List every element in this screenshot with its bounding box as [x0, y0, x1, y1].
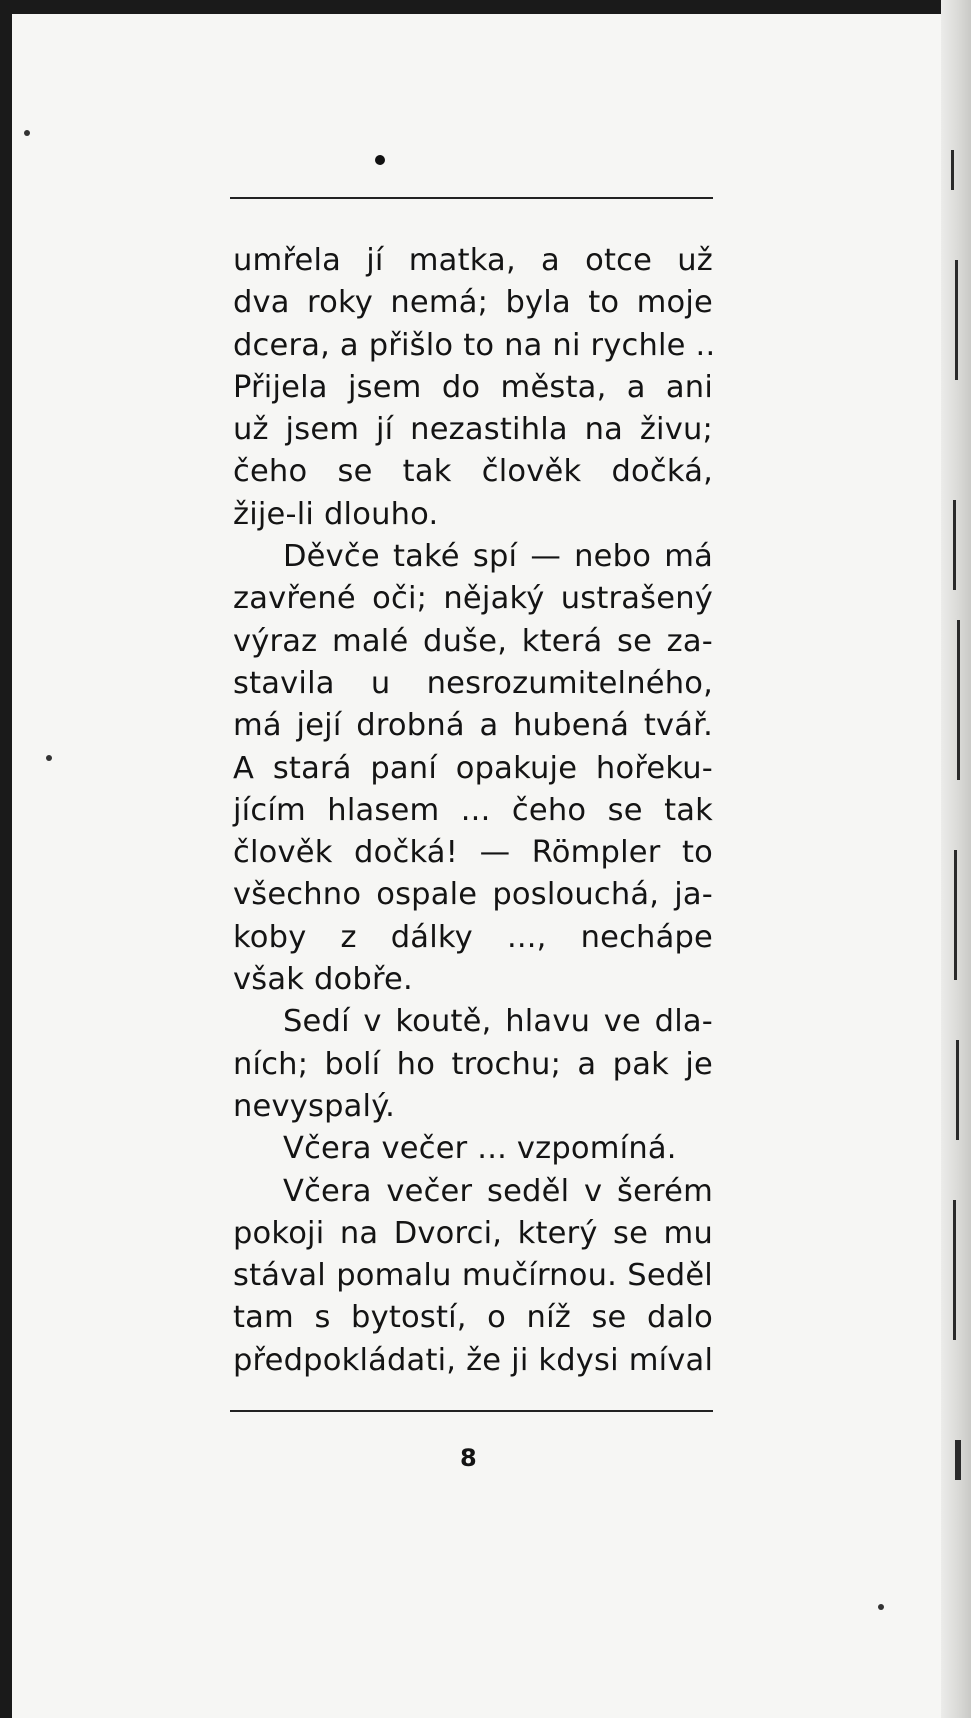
text-line: koby z dálky ..., nechápe [233, 919, 713, 955]
scan-top-border [0, 0, 971, 14]
text-line: dva roky nemá; byla to moje [233, 285, 713, 321]
edge-mark [954, 850, 957, 980]
header-rule [230, 197, 713, 199]
edge-mark [953, 500, 956, 590]
text-line: už jsem jí nezastihla na živu; [233, 412, 713, 448]
text-line: stavila u nesrozumitelného, [233, 665, 713, 701]
text-line: umřela jí matka, a otce už [233, 243, 713, 278]
scan-speck [878, 1604, 884, 1610]
text-line: předpokládati, že ji kdysi míval [233, 1342, 714, 1378]
edge-mark [955, 1440, 961, 1480]
text-line: pokoji na Dvorci, který se mu [233, 1215, 713, 1251]
scan-left-border [0, 0, 12, 1718]
text-line: výraz malé duše, která se za- [233, 623, 713, 659]
text-line: Včera večer ... vzpomíná. [283, 1131, 677, 1167]
page-number: 8 [460, 1444, 477, 1472]
footer-rule [230, 1410, 713, 1412]
edge-mark [953, 1200, 956, 1340]
text-line: Včera večer seděl v šerém [283, 1173, 713, 1209]
text-line: zavřené oči; nějaký ustrašený [233, 581, 713, 617]
text-line: žije-li dlouho. [233, 496, 439, 532]
edge-mark [955, 260, 958, 380]
text-line: ních; bolí ho trochu; a pak je [233, 1046, 713, 1082]
text-line: všechno ospale poslouchá, ja- [233, 877, 713, 913]
header-bullet [375, 155, 385, 165]
body-text [233, 240, 716, 1382]
edge-mark [957, 620, 960, 780]
text-line: Sedí v koutě, hlavu ve dla- [283, 1004, 713, 1040]
text-line: tam s bytostí, o níž se dalo [233, 1300, 713, 1336]
text-line: nevyspalý. [233, 1088, 396, 1124]
scan-speck [24, 130, 30, 136]
text-line: Děvče také spí — nebo má [283, 539, 713, 575]
text-line: člověk dočká! — Römpler to [233, 835, 713, 871]
text-line: dcera, a přišlo to na ni rychle .. [233, 327, 716, 363]
edge-mark [956, 1040, 959, 1140]
text-line: však dobře. [233, 962, 413, 998]
text-line: jícím hlasem ... čeho se tak [233, 792, 713, 828]
text-line: má její drobná a hubená tvář. [233, 708, 713, 744]
text-line: stával pomalu mučírnou. Seděl [233, 1258, 713, 1294]
scan-right-edge [941, 0, 971, 1718]
text-line: čeho se tak člověk dočká, [233, 454, 713, 490]
scan-speck [46, 755, 52, 761]
text-line: Přijela jsem do města, a ani [233, 369, 713, 405]
text-line: A stará paní opakuje hořeku- [233, 750, 713, 786]
edge-mark [951, 150, 954, 190]
